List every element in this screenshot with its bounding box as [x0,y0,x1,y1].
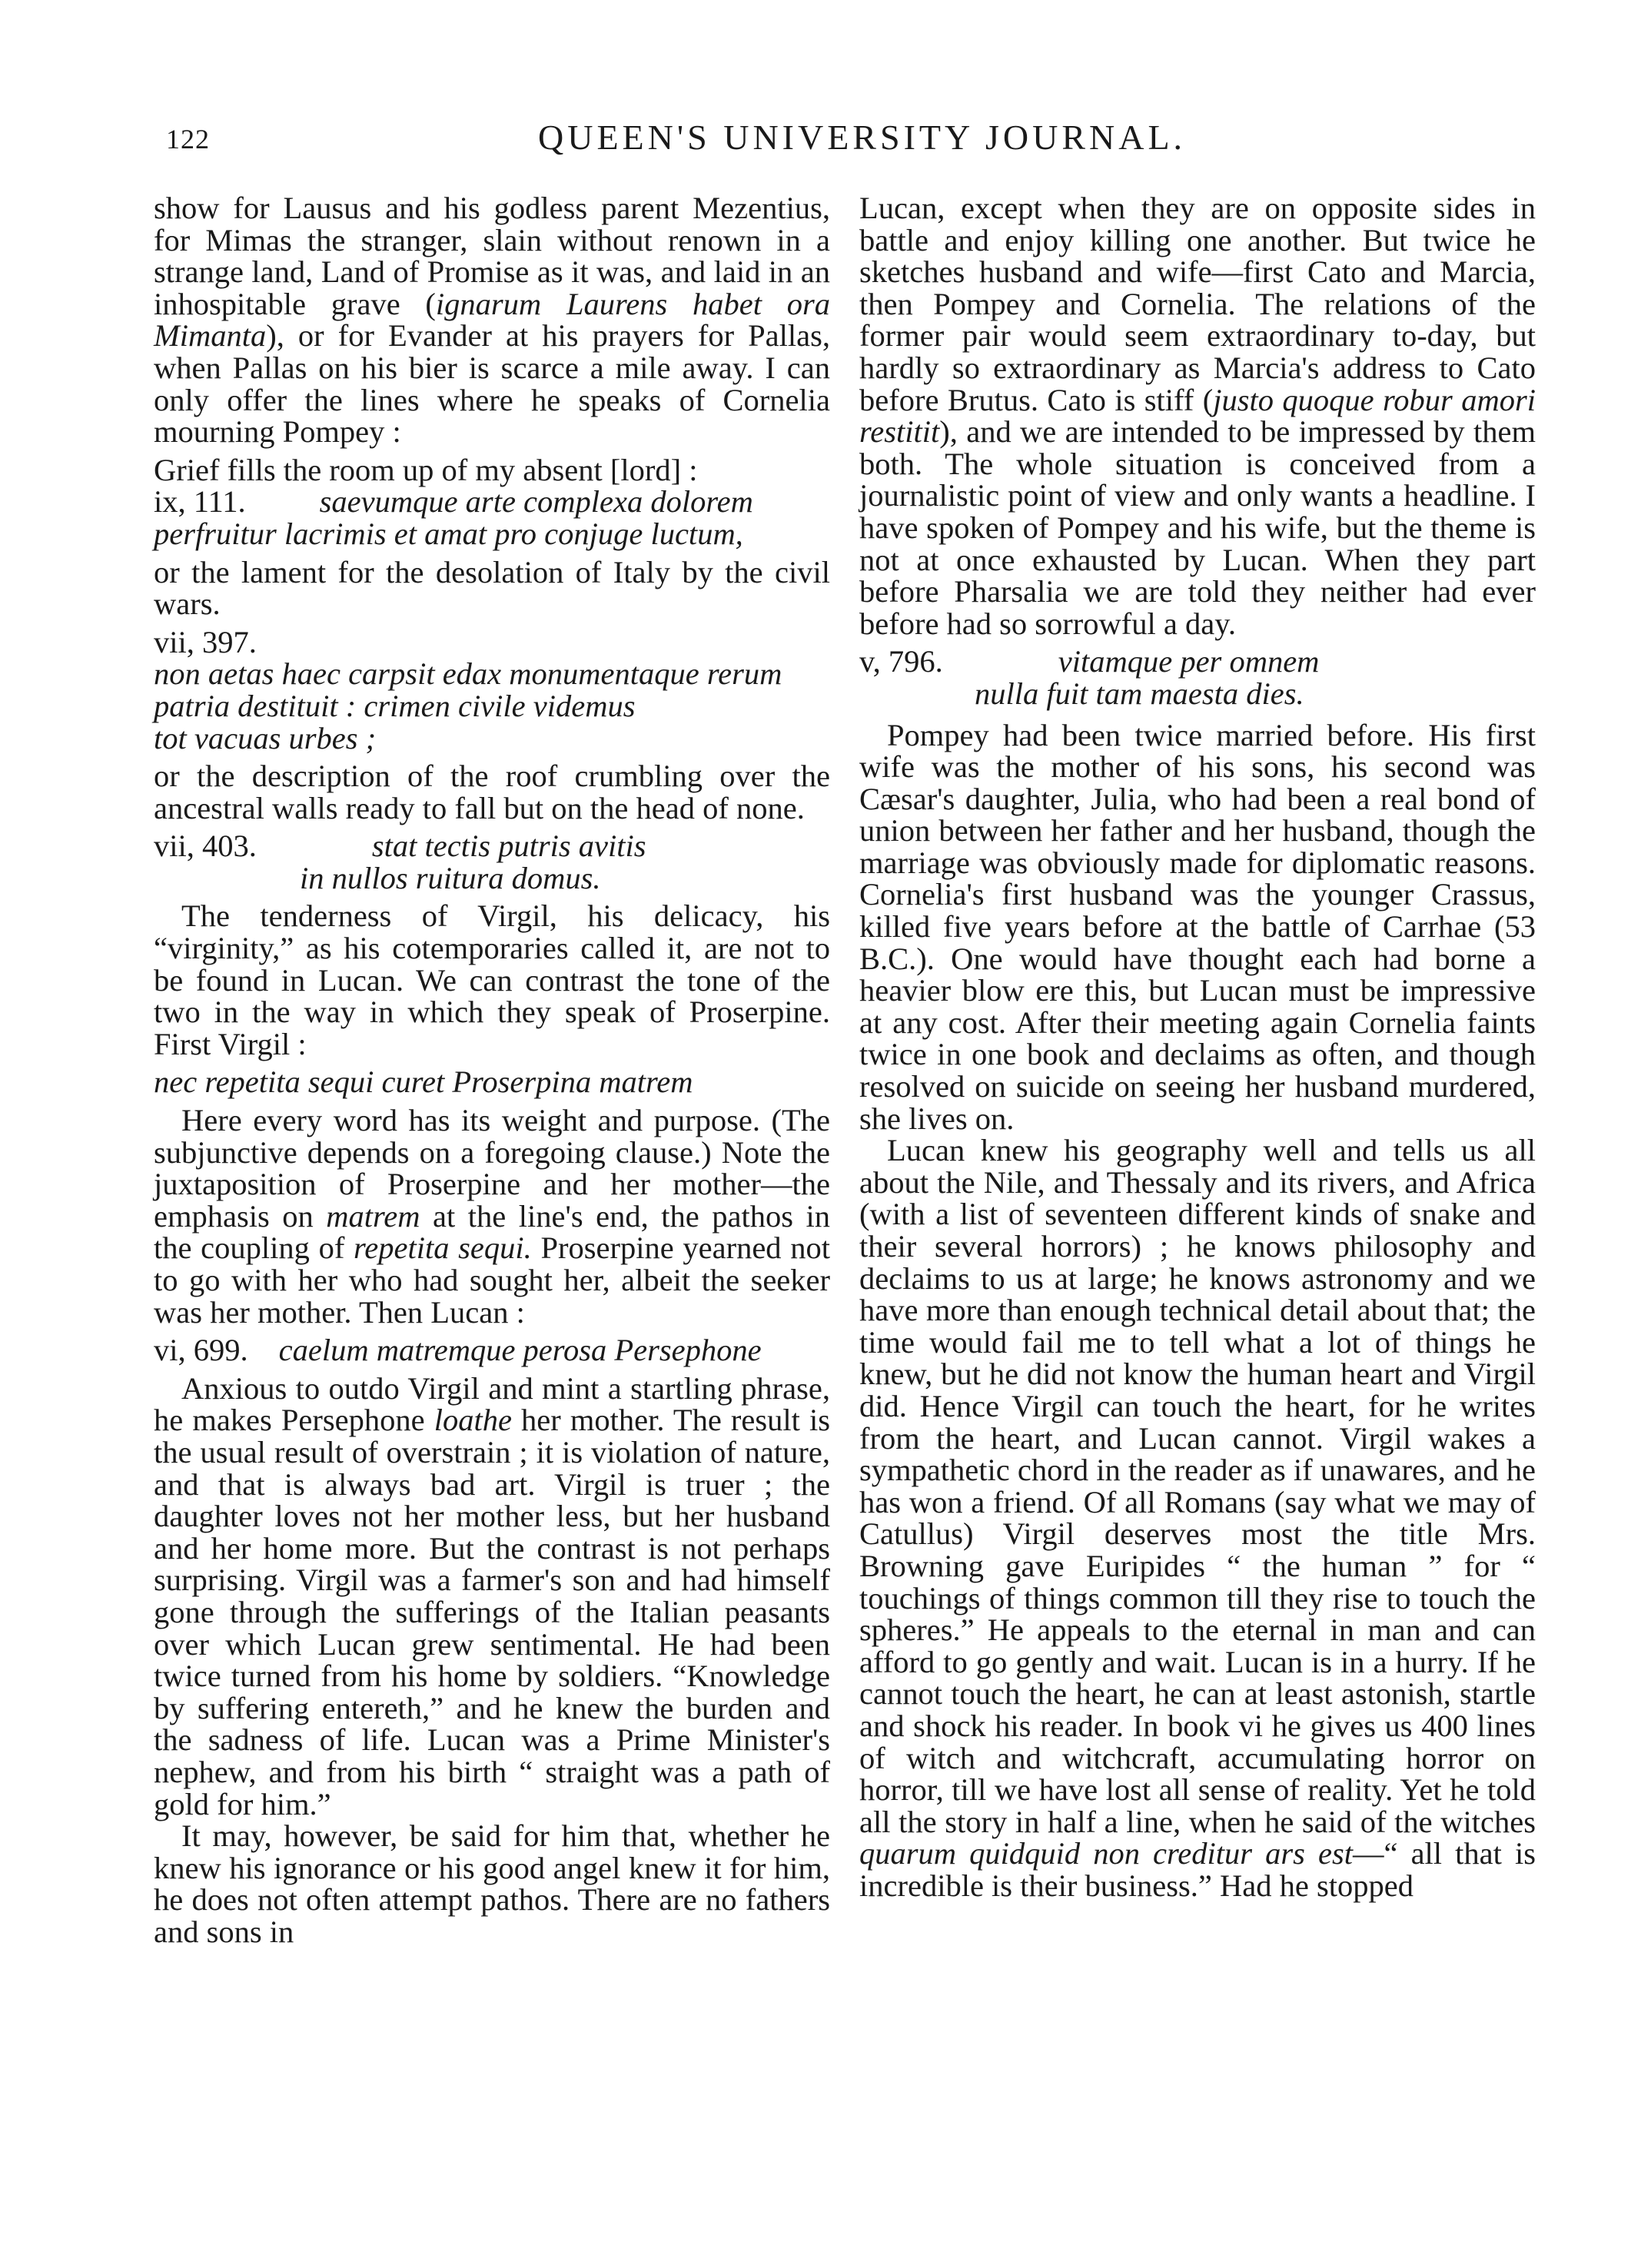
right-column [859,192,1536,1901]
paragraph: Anxious to outdo Virgil and mint a startling phrase, he makes Persephone loathe her mother. The result is the usual result of overstrain ; it is violation of nature, and that is always bad art. Virgil is truer ; the daughter loves not her mother less, but her husband and her home more. But the contrast is not perhaps surprising. Virgil was a farmer's son and had himself gone through the sufferings of the Italian peasants over which Lucan grew sentimental. He had been twice turned from his home by soldiers. “Knowledge by suffering entereth,” and he knew the burden and the sadness of life. Lucan was a Prime Minister's nephew, and from his birth “ straight was a path of gold for him.” [154,1370,830,1821]
paragraph: Lucan, except when they are on opposite sides in battle and enjoy killing one another. But twice he sketches husband and wife—first Cato and Marcia, then Pompey and Cornelia. The relations of the former pair would seem extraordinary to-day, but hardly so extraordinary as Marcia's address to Cato before Brutus. Cato is stiff (justo quoque robur amori restitit), and we are intended to be impressed by them both. The whole situation is conceived from a journalistic point of view and only wants a headline. I have spoken of Pompey and his wife, but the theme is not at once exhausted by Lucan. When they part before Pharsalia we are told they neither had ever before had so sorrowful a day. [859,191,1536,641]
paragraph: It may, however, be said for him that, whether he knew his ignorance or his good angel knew it for him, he does not often attempt pathos. There are no fathers and sons in [154,1818,830,1949]
quotation [154,1334,830,1366]
verse-line: perfruitur lacrimis et amat pro conjuge luctum, [154,516,743,551]
paragraph: Here every word has its weight and purpose. (The subjunctive depends on a foregoing clause.) Note the juxtaposition of Proserpine and her mother—the emphasis on matrem at the line's end, the pathos in the coupling of repetita sequi. Proserpine yearned not to go with her who had sought her, albeit the seeker was her mother. Then Lucan : [154,1103,830,1330]
paragraph: show for Lausus and his godless parent Mezentius, for Mimas the stranger, slain without renown in a strange land, Land of Promise as it was, and laid in an inhospitable grave (ignarum Laurens habet ora Mimanta), or for Evander at his prayers for Pallas, when Pallas on his bier is scarce a mile away. I can only offer the lines where he speaks of Cornelia mourning Pompey : [154,191,830,450]
paragraph: or the lament for the desolation of Italy by the civil wars. [154,554,830,622]
verse-line: patria destituit : crimen civile videmus [154,688,636,723]
quotation [154,1066,830,1098]
paragraph: or the description of the roof crumbling over the ancestral walls ready to fall but on the head of none. [154,759,830,825]
verse-reference: vi, 699. [154,1333,248,1368]
verse-reference: vii, 403. [154,829,257,864]
quotation [154,830,830,894]
quotation [154,454,830,550]
verse-line: nec repetita sequi curet Proserpina matrem [154,1064,693,1100]
verse-reference: vii, 397. [154,624,257,659]
verse-line: v, 796. vitamque per omnem [859,644,1320,679]
verse-line: vii, 403. stat tectis putris avitis [154,829,646,864]
verse-line: in nullos ruitura domus. [300,860,601,895]
verse-reference: v, 796. [859,644,943,679]
left-column [154,192,830,1948]
verse-line: nulla fuit tam maesta dies. [975,676,1304,711]
quoted-line: Grief fills the room up of my absent [lord] : [154,452,698,487]
verse-line: tot vacuas urbes ; [154,720,377,755]
quotation [154,626,830,754]
running-title: QUEEN'S UNIVERSITY JOURNAL. [538,118,1187,157]
paragraph: Lucan knew his geography well and tells us all about the Nile, and Thessaly and its rivers, and Africa (with a list of seventeen different kinds of snake and their several horrors) ; he knows philosophy and declaims to us at large; he knows astronomy and we have more than enough technical detail about that; the time would fail me to tell what a lot of things he knew, but he did not know the human heart and Virgil did. Hence Virgil can touch the heart, for he writes from the heart, and Lucan cannot. Virgil wakes a sympathetic chord in the reader as if unawares, and he has won a friend. Of all Romans (say what we may of Catullus) Virgil deserves most the title Mrs. Browning gave Euripides “ the human ” for “ touchings of things common till they rise to touch the spheres.” He appeals to the eternal in man and can afford to go gently and wait. Lucan is in a hurry. If he cannot touch the heart, he can at least astonish, startle and shock his reader. In book vi he gives us 400 lines of witch and witchcraft, accumulating horror on horror, till we have lost all sense of reality. Yet he told all the story in half a line, when he said of the witches quarum quidquid non creditur ars est—“ all that is incredible is their business.” Had he stopped [859,1133,1536,1903]
verse-reference: ix, 111. [154,484,246,520]
paragraph: Pompey had been twice married before. His first wife was the mother of his sons, his second was Cæsar's daughter, Julia, who had been a real bond of union between her father and her husband, though the marriage was obviously made for diplomatic reasons. Cornelia's first husband was the younger Crassus, killed five years before at the battle of Carrhae (53 B.C.). One would have thought each had borne a heavier blow ere this, but Lucan must be impressive at any cost. After their meeting again Cornelia faints twice in one book and declaims as often, and though resolved on suicide on seeing her husband murdered, she lives on. [859,717,1536,1136]
verse-line: non aetas haec carpsit edax monumentaque rerum [154,656,782,692]
verse-line: ix, 111. saevumque arte complexa dolorem [154,484,753,520]
verse-line: vi, 699. caelum matremque perosa Persephone [154,1333,762,1368]
page-number: 122 [166,124,210,154]
quotation [859,646,1536,709]
paragraph: The tenderness of Virgil, his delicacy, his “virginity,” as his cotemporaries called it, are not to be found in Lucan. We can contrast the tone of the two in the way in which they speak of Proserpine. First Virgil : [154,898,830,1061]
